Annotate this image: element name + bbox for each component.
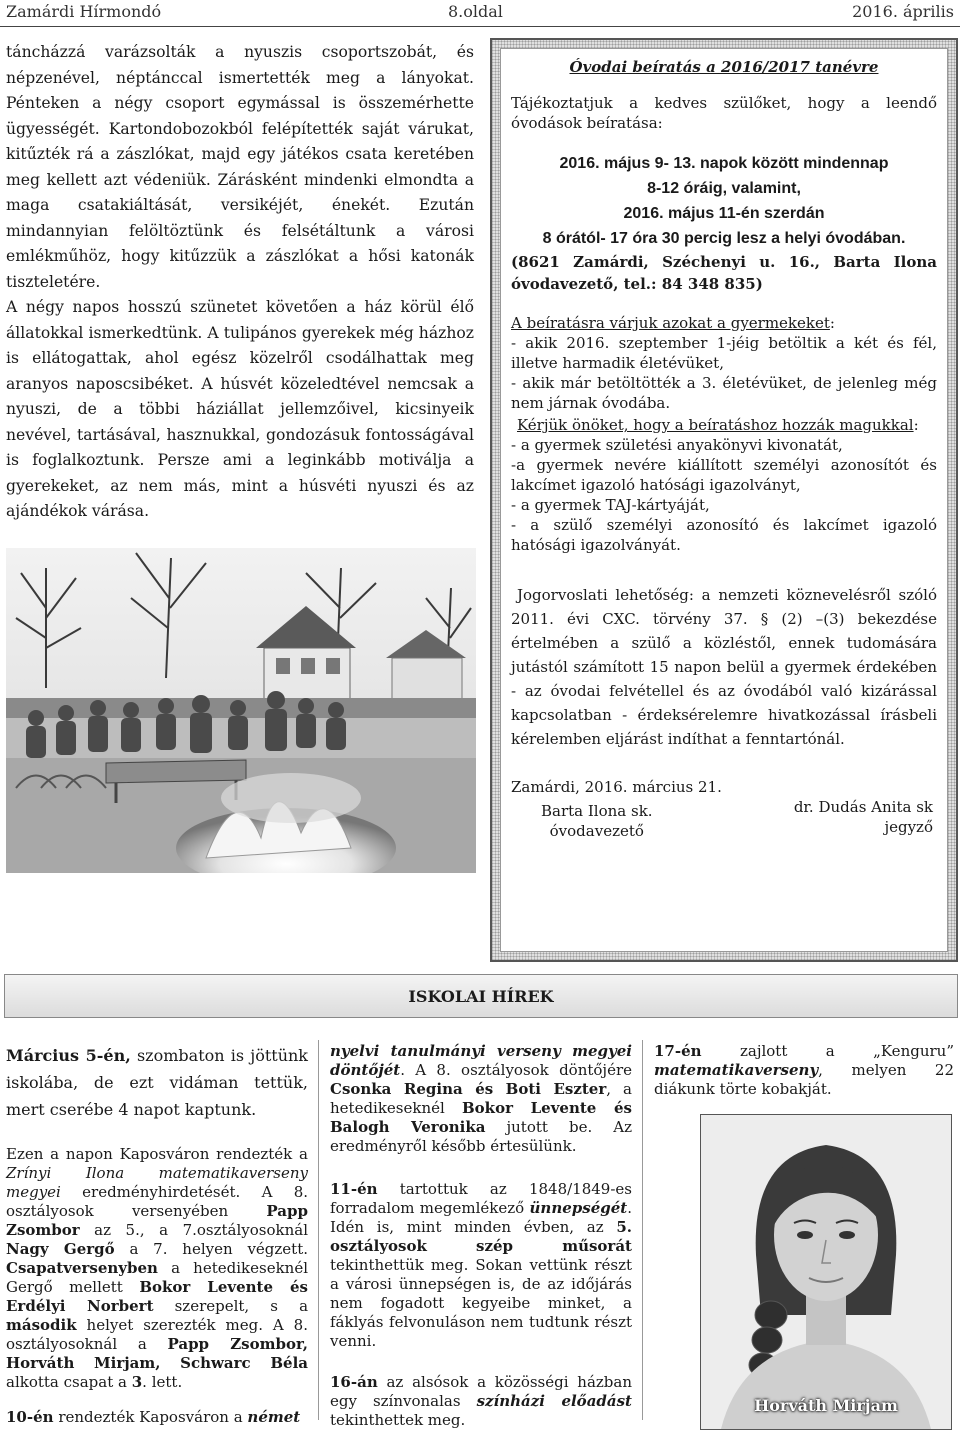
publication-title: Zamárdi Hírmondó	[6, 2, 162, 21]
news-text: a 7. helyen végzett.	[114, 1240, 308, 1258]
event-name: ünnepségét	[529, 1199, 628, 1217]
article-paragraph: A négy napos hosszú szünetet követően a ház körül élő állatokkal ismerkedtünk. A tulipános gyerekek még házhoz is ellátogattak, ahol egész közelről csodálhattak meg aranyos naposcsibéket. A húsvét közeledtével nemcsak a nyuszi, de a többi háziállat jellemzőivel, kicsinyeik nevével, tartásával, hasznukkal, gondozásuk fontosságával is foglalkoztunk. Persze ami a leginkább motiválja a gyerekeket, az nem más, mint a húsvéti nyuszi és az ajándékok várása.	[6, 298, 474, 520]
signature-role: óvodavezető	[549, 822, 644, 840]
column-divider	[642, 1040, 643, 1420]
expected-item: - akik 2016. szeptember 1-jéig betöltik a két és fél, illetve harmadik életévüket,	[511, 334, 937, 372]
news-text: tartottuk az 1848/1849-es forradalom megemlékező	[330, 1180, 632, 1217]
news-text: szombaton is jöttünk iskolába, de ezt vidáman tettük, mert cserébe 4 napot kaptunk.	[6, 1046, 309, 1119]
signature-name: dr. Dudás Anita sk	[793, 798, 933, 816]
bring-heading-line: Kérjük önöket, hogy a beíratáshoz hozzák magukkal:	[517, 416, 919, 434]
date-line: 8-12 óráig, valamint,	[647, 180, 801, 197]
news-highlight: 5. osztályosok szép műsorát	[330, 1218, 632, 1255]
student-name: Bokor Levente és Erdélyi Norbert	[6, 1278, 308, 1315]
place-date: Zamárdi, 2016. március 21.	[511, 778, 722, 796]
page-number: 8.oldal	[448, 2, 503, 21]
news-text: eredményhirdetését. A 8. osztályosok versenyében	[6, 1183, 308, 1220]
news-paragraph	[330, 1042, 632, 1156]
news-highlight: Csapatversenyben	[6, 1259, 158, 1277]
news-text: . A 8. osztályosok döntőjére	[400, 1061, 632, 1079]
expected-heading: A beíratásra várjuk azokat a gyermekeket	[511, 314, 830, 332]
news-text: zajlott a „Kenguru”	[701, 1042, 954, 1060]
competition-name: Zrínyi Ilona matematikaverseny megyei	[6, 1164, 308, 1201]
news-text: tekinthettek meg.	[330, 1411, 466, 1429]
news-highlight: második	[6, 1316, 77, 1334]
event-name: színházi előadást	[476, 1392, 632, 1410]
news-text: , a hetedikeseknél	[330, 1080, 632, 1117]
news-date: 16-án	[330, 1373, 378, 1391]
signatures	[511, 797, 937, 841]
legal-remedy: Jogorvoslati lehetőség: a nemzeti köznevelésről szóló 2011. évi CXC. törvény 37. § (2) –(3) bekezdése értelmében a szülő a közléstől, ennek tudomására jutástól számított 15 napon belül a gyermek érdekében - az óvodai felvétellel és az óvodából való kizárással kapcsolatban - érdeksérelemre hivatkozással írásbeli kérelemben eljárást indíthat a fenntartónál.	[511, 586, 937, 748]
bring-item: -a gyermek nevére kiállított személyi azonosítót és lakcímet igazoló hatósági igazolványt,	[511, 456, 937, 494]
news-paragraph	[6, 1042, 308, 1123]
page-header	[0, 0, 960, 22]
notice-title: Óvodai beíratás a 2016/2017 tanévre	[569, 58, 879, 76]
notice-intro: Tájékoztatjuk a kedves szülőket, hogy a leendő óvodások beíratása:	[511, 94, 937, 132]
portrait-caption: Horváth Mirjam	[754, 1396, 898, 1415]
student-name: Csonka Regina és Boti Eszter	[330, 1080, 607, 1098]
news-paragraph	[6, 1408, 308, 1427]
student-name: Bokor Levente és Balogh Veronika	[330, 1099, 632, 1136]
kindergarten-enrollment-notice	[490, 38, 958, 962]
signature-notary	[794, 797, 933, 837]
expected-item: - akik már betöltötték a 3. életévüket, de jelenleg még nem járnak óvodába.	[511, 374, 937, 412]
student-name: Papp Zsombor	[6, 1202, 308, 1239]
competition-name: nyelvi tanulmányi verseny megyei döntőjét	[330, 1042, 632, 1079]
issue-date: 2016. április	[852, 2, 954, 21]
news-text: , melyen 22 diákunk törte kobakját.	[654, 1061, 954, 1098]
news-text: helyet szerezték meg. A 8. osztályosoknál a	[6, 1316, 308, 1353]
news-text: rendezték Kaposváron a	[53, 1408, 248, 1426]
news-highlight: 3	[131, 1373, 143, 1391]
news-text: alkotta csapat a	[6, 1373, 132, 1391]
article-paragraph: táncházzá varázsolták a nyuszis csoportszobát, és népzenével, néptánccal ismertették meg a lányokat. Pénteken a négy csoport egymással is összemérhette ügyességét. Kartondobozokból felépítették saját várukat, kitűzték rá a zászlókat, majd egy játékos csata keretében meg kellett azt védeniük. Zárásként mindenki elmondta a maga csatakiáltását, versikéjét, énekét. Ezután mindannyian felöltöztünk és felsétáltunk a városi emlékműhöz, hogy kitűzzük a zászlókat a hősi katonák tiszteletére.	[6, 43, 474, 291]
signature-role: jegyző	[884, 818, 933, 836]
bring-item: - a gyermek TAJ-kártyáját,	[511, 496, 710, 514]
news-paragraph	[330, 1180, 632, 1351]
student-name: Papp Zsombor, Horváth Mirjam, Schwarc Béla	[6, 1335, 308, 1372]
news-paragraph	[330, 1373, 632, 1430]
news-text: szerepelt, s a	[153, 1297, 309, 1315]
news-text: az 5., a 7.osztályosoknál	[79, 1221, 308, 1239]
notice-address: (8621 Zamárdi, Széchenyi u. 16., Barta Ilona óvodavezető, tel.: 84 348 835)	[511, 253, 937, 293]
section-title: ISKOLAI HÍREK	[408, 987, 554, 1006]
news-date: 11-én	[330, 1180, 378, 1198]
notice-content	[500, 48, 948, 952]
date-line: 8 órától- 17 óra 30 percig lesz a helyi óvodában.	[542, 230, 906, 247]
date-line: 2016. május 11-én szerdán	[623, 205, 825, 222]
competition-name: matematikaverseny	[654, 1061, 819, 1079]
bring-item: - a szülő személyi azonosító és lakcímet igazoló hatósági igazolványát.	[511, 516, 937, 554]
bring-heading: Kérjük önöket, hogy a beíratáshoz hozzák magukkal	[517, 416, 914, 434]
news-text: . lett.	[142, 1373, 183, 1391]
news-date: Március 5-én,	[6, 1046, 131, 1065]
competition-name: német	[247, 1408, 301, 1426]
news-text: tekinthettük meg. Sokan vettünk részt a városi ünnepségen is, de az időjárás nem fogadott kegyeibe minket, a fáklyás felvonuláson nem tudtunk részt venni.	[330, 1256, 632, 1350]
news-text: . Idén is, mint minden évben, az	[330, 1199, 632, 1236]
column-divider	[318, 1040, 319, 1420]
date-line: 2016. május 9- 13. napok között mindennap	[559, 155, 889, 172]
news-text: jutott be. Az eredményről később értesülünk.	[330, 1118, 632, 1155]
section-bar	[4, 974, 958, 1018]
news-text: az alsósok a közösségi házban egy színvonalas	[330, 1373, 632, 1410]
news-text: a hetedikeseknél Gergő mellett	[6, 1259, 308, 1296]
bring-item: - a gyermek születési anyakönyvi kivonatát,	[511, 436, 843, 454]
header-rule	[0, 26, 960, 27]
enrollment-dates	[511, 151, 937, 251]
school-news-column-1	[6, 1042, 308, 1427]
signature-name: Barta Ilona sk.	[541, 802, 653, 820]
bonfire-photo	[6, 548, 476, 873]
news-text: Ezen a napon Kaposváron rendezték a	[6, 1145, 308, 1163]
student-portrait	[700, 1114, 952, 1430]
kindergarten-article	[6, 40, 474, 525]
signature-kindergarten	[541, 801, 653, 841]
news-paragraph	[654, 1042, 954, 1099]
school-news-column-3	[654, 1042, 954, 1099]
school-news-column-2	[330, 1042, 632, 1430]
news-date: 17-én	[654, 1042, 702, 1060]
expected-heading-line: A beíratásra várjuk azokat a gyermekeket:	[511, 314, 835, 332]
news-date: 10-én	[6, 1408, 54, 1426]
news-paragraph	[6, 1145, 308, 1392]
student-name: Nagy Gergő	[6, 1240, 115, 1258]
